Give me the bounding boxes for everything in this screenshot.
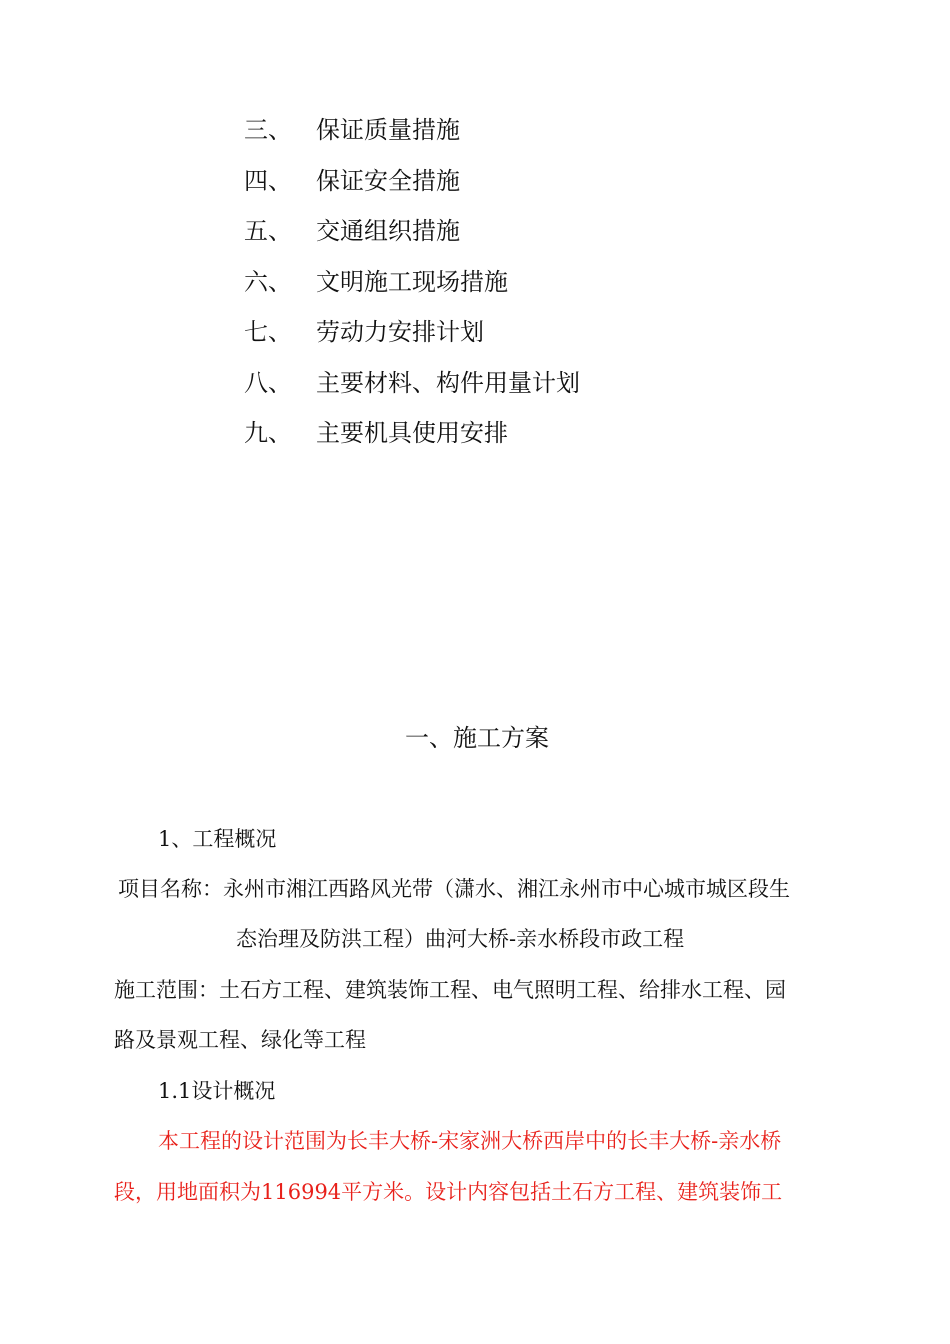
table-of-contents <box>244 108 804 462</box>
toc-item-title: 保证质量措施 <box>316 116 460 144</box>
section-title: 一、施工方案 <box>405 724 549 752</box>
toc-item <box>244 310 804 361</box>
toc-item-title: 主要材料、构件用量计划 <box>316 368 580 397</box>
toc-item-number: 四、 <box>244 166 292 195</box>
toc-item <box>244 159 804 210</box>
toc-item <box>244 260 804 311</box>
toc-item-title: 劳动力安排计划 <box>316 318 484 346</box>
project-name-line-1: 项目名称：永州市湘江西路风光带（潇水、湘江永州市中心城市城区段生 <box>118 877 790 901</box>
toc-item-number: 六、 <box>244 267 292 296</box>
design-paragraph-line-2: 段，用地面积为116994平方米。设计内容包括土石方工程、建筑装饰工 <box>114 1180 783 1204</box>
design-heading: 1.1设计概况 <box>158 1079 276 1103</box>
toc-item <box>244 209 804 260</box>
toc-item-number: 九、 <box>244 419 292 447</box>
toc-item-number: 五、 <box>244 217 292 245</box>
toc-item <box>244 411 804 462</box>
toc-item-title: 保证安全措施 <box>316 166 460 195</box>
toc-item-title: 文明施工现场措施 <box>316 267 508 296</box>
toc-item-title: 主要机具使用安排 <box>316 419 508 447</box>
toc-item-number: 八、 <box>244 368 292 397</box>
scope-line-1: 施工范围：土石方工程、建筑装饰工程、电气照明工程、给排水工程、园 <box>114 978 786 1002</box>
toc-item <box>244 361 804 412</box>
toc-item-title: 交通组织措施 <box>316 217 460 245</box>
design-paragraph-line-1: 本工程的设计范围为长丰大桥-宋家洲大桥西岸中的长丰大桥-亲水桥 <box>158 1129 782 1153</box>
project-name-line-2: 态治理及防洪工程）曲河大桥-亲水桥段市政工程 <box>236 927 685 951</box>
toc-item <box>244 108 804 159</box>
toc-item-number: 三、 <box>244 116 292 144</box>
scope-line-2: 路及景观工程、绿化等工程 <box>114 1028 366 1052</box>
overview-heading: 1、工程概况 <box>158 827 277 851</box>
toc-item-number: 七、 <box>244 318 292 346</box>
